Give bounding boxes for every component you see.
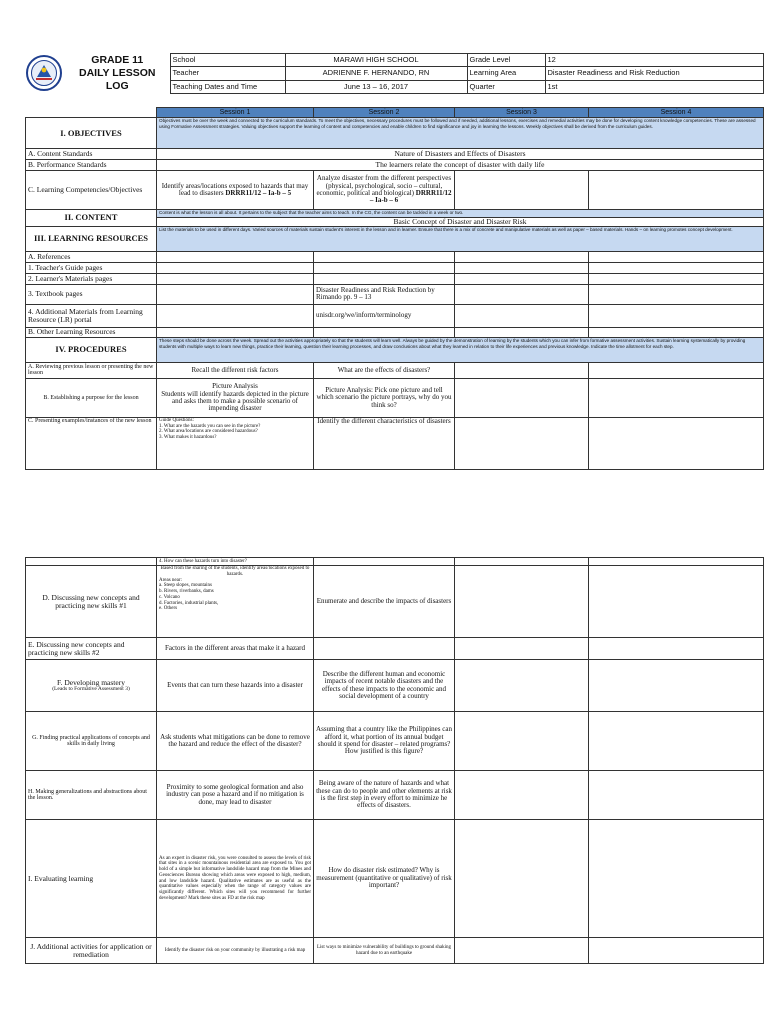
procedure-i-session-1: As an expert in disaster risk, you were consulted to assess the levels of risk that sites in a scenic mountainous residential area are exposed to. You got hold of a simple but informative landslide hazard map from the Mines and Geosciences Bureau showing which areas were exposed to high, medium, and low landslide hazard. Qualitative estimates are as useful as the quantitative values especially when the range of category values are significantly different. Which sites will you recommend for further development? Mark these sites as FD at the risk map xyxy=(157,820,314,938)
dates-label: Teaching Dates and Time xyxy=(170,80,285,93)
procedure-d-session-1 xyxy=(157,566,314,638)
teacher-label: Teacher xyxy=(170,67,285,80)
procedure-b-label: B. Establishing a purpose for the lesson xyxy=(26,378,157,417)
procedure-b-session-2: Picture Analysis: Pick one picture and tell which scenario the picture portrays, why do you think so? xyxy=(314,378,455,417)
content-standards-value: Nature of Disasters and Effects of Disasters xyxy=(157,149,764,160)
school-label: School xyxy=(170,54,285,67)
content-standards-label: A. Content Standards xyxy=(26,149,157,160)
procedure-f-session-1: Events that can turn these hazards into a disaster xyxy=(157,660,314,712)
procedure-f-sublabel: (Leads to Formative Assessment 3) xyxy=(52,685,130,692)
procedure-g-label: G. Finding practical applications of concepts and skills in daily living xyxy=(26,712,157,771)
grade-level-label: Grade Level xyxy=(467,54,545,67)
competency-session-4 xyxy=(589,171,764,210)
procedure-h-label: H. Making generalizations and abstractions about the lesson. xyxy=(26,771,157,820)
procedure-d-line-7: e. Others xyxy=(159,606,178,612)
procedures-note: These steps should be done across the week. Spread out the activities appropriately so that the students will learn well. Always be guided by the demonstration of learning by the students which you can infer from formative assessment activities. Sustain learning systematically by providing students with multiple ways to learn new things, practice their learning, question their learning processes, and draw conclusions about what they learned in relation to their life experiences and previous knowledge. Indicate the time allotment for each step. xyxy=(157,337,764,362)
grade-level-value: 12 xyxy=(545,54,763,67)
procedure-c-line-4: 3. What makes it hazardous? xyxy=(159,435,217,441)
lesson-log-table xyxy=(25,107,764,470)
content-title: II. CONTENT xyxy=(26,210,157,227)
competency-2-code: DRRR11/12 – Ia-b – 6 xyxy=(369,189,452,205)
header-table xyxy=(25,53,764,94)
performance-standards-value: The learners relate the concept of disaster with daily life xyxy=(157,160,764,171)
competency-session-2 xyxy=(314,171,455,210)
additional-materials-value: unisdr.org/we/inform/terminology xyxy=(314,304,455,327)
procedure-g-session-2: Assuming that a country like the Philippines can afford it, what portion of its annual budget should it spend for disaster – related programs? How justified is this figure? xyxy=(314,712,455,771)
procedure-b-session-1-title: Picture Analysis xyxy=(212,382,258,391)
competency-session-1 xyxy=(157,171,314,210)
quarter-value: 1st xyxy=(545,80,763,93)
procedure-a-session-2: What are the effects of disasters? xyxy=(314,362,455,378)
dates-value: June 13 – 16, 2017 xyxy=(285,80,467,93)
grade-title: GRADE 11 xyxy=(91,53,144,66)
learning-area-label: Learning Area xyxy=(467,67,545,80)
procedure-b-session-1-body: Students will identify hazards depicted in the picture and asks them to make a possible scenario of impending disaster xyxy=(161,389,309,413)
procedure-e-session-1: Factors in the different areas that make it a hazard xyxy=(157,638,314,660)
references-label: A. References xyxy=(26,251,157,262)
procedure-e-label: E. Discussing new concepts and practicing new skills #2 xyxy=(26,638,157,660)
procedure-g-session-1: Ask students what mitigations can be done to remove the hazard and reduce the effect of the disaster? xyxy=(157,712,314,771)
log-title: DAILY LESSON LOG xyxy=(79,66,156,92)
teacher-value: ADRIENNE F. HERNANDO, RN xyxy=(285,67,467,80)
competency-session-3 xyxy=(455,171,589,210)
procedure-d-line-5: c. Volcano xyxy=(159,594,180,600)
procedure-d-line-1: Based from the sharing of the students, identify areas/locations exposed to hazards. xyxy=(160,566,310,577)
additional-materials-label: 4. Additional Materials from Learning Resource (LR) portal xyxy=(26,304,157,327)
procedure-c-line-3: 2. What area/locations are considered hazardous? xyxy=(159,429,258,435)
competency-1-code: DRRR11/12 – Ia-b – 5 xyxy=(225,189,292,197)
textbook-label: 3. Textbook pages xyxy=(26,284,157,304)
deped-seal xyxy=(25,54,65,94)
procedures-title: IV. PROCEDURES xyxy=(26,337,157,362)
procedure-h-session-1: Proximity to some geological formation and also industry can pose a hazard and if no mitigation is done, may lead to disaster xyxy=(157,771,314,820)
procedure-h-session-2: Being aware of the nature of hazards and what these can do to people and other elements at risk is the first step in every effort to minimize he effects of disasters. xyxy=(314,771,455,820)
procedure-i-session-2: How do disaster risk estimated? Why is measurement (quantitative or qualitative) of risk important? xyxy=(314,820,455,938)
learning-area-value: Disaster Readiness and Risk Reduction xyxy=(545,67,763,80)
procedure-c-session-2: Identify the different characteristics of disasters xyxy=(314,417,455,469)
procedure-j-label: J. Additional activities for application or remediation xyxy=(26,938,157,964)
learners-materials-label: 2. Learner's Materials pages xyxy=(26,273,157,284)
procedure-d-line-3: a. Steep slopes, mountains xyxy=(159,583,212,589)
title-block xyxy=(65,54,170,94)
session-1-header: Session 1 xyxy=(157,108,314,118)
session-4-header: Session 4 xyxy=(589,108,764,118)
procedure-d-line-2: Areas near: xyxy=(159,577,182,583)
deped-seal-icon xyxy=(25,54,63,92)
continued-question-4: 4. How can these hazards turn into disaster? xyxy=(157,558,314,566)
school-value: MARAWI HIGH SCHOOL xyxy=(285,54,467,67)
procedure-d-line-6: d. Factories, industrial plants, xyxy=(159,600,219,606)
procedure-f-label: F. Developing mastery xyxy=(57,677,125,687)
objectives-note: Objectives must be over the week and connected to the curriculum standards. To meet the objectives, necessary procedures must be followed and if needed, additional lessons, exercises and remedial activities may be done for developing content knowledge competencies. These are assessed using Formative Assessment strategies. Valuing objectives support the learning of content and competencies and enable children to find significance and joy in learning the lessons. Weekly objectives shall be derived from the curriculum guides. xyxy=(157,118,764,149)
procedure-f-cell xyxy=(26,660,157,712)
procedure-a-session-1: Recall the different risk factors xyxy=(157,362,314,378)
procedure-j-session-1: Identify the disaster risk on your community by illustrating a risk map xyxy=(157,938,314,964)
content-note: Content is what the lesson is all about. It pertains to the subject that the teacher aims to teach. In the CG, the content can be tackled in a week or two. xyxy=(157,210,764,218)
resources-title: III. LEARNING RESOURCES xyxy=(26,226,157,251)
other-resources-label: B. Other Learning Resources xyxy=(26,327,157,337)
procedure-c-line-2: 1. What are the hazards you can see in the picture? xyxy=(159,423,261,429)
procedure-c-label: C. Presenting examples/instances of the new lesson xyxy=(26,417,157,469)
lesson-log-table-continued xyxy=(25,557,764,964)
competency-1-text: Identify areas/locations exposed to hazards that may lead to disasters xyxy=(161,181,309,197)
content-value: Basic Concept of Disaster and Disaster Risk xyxy=(157,218,764,227)
session-2-header: Session 2 xyxy=(314,108,455,118)
procedure-a-label: A. Reviewing previous lesson or presenting the new lesson xyxy=(26,362,157,378)
procedure-b-session-1 xyxy=(157,378,314,417)
resources-note: List the materials to be used in different days. Varied sources of materials sustain student's interest in the lesson and in learner. Ensure that there is a mix of concrete and manipulative materials as well as paper – based materials. Hands – on learning promotes concept development. xyxy=(157,226,764,251)
competencies-label: C. Learning Competencies/Objectives xyxy=(26,171,157,210)
teachers-guide-label: 1. Teacher's Guide pages xyxy=(26,262,157,273)
quarter-label: Quarter xyxy=(467,80,545,93)
performance-standards-label: B. Performance Standards xyxy=(26,160,157,171)
procedure-i-label: I. Evaluating learning xyxy=(26,820,157,938)
procedure-d-line-4: b. Rivers, riverbanks, dams xyxy=(159,589,214,594)
procedure-j-session-2: List ways to minimize vulnerability of buildings to ground shaking hazard due to an earthquake xyxy=(314,938,455,964)
procedure-d-session-2: Enumerate and describe the impacts of disasters xyxy=(314,566,455,638)
objectives-title: I. OBJECTIVES xyxy=(26,118,157,149)
procedure-f-session-2: Describe the different human and economic impacts of recent notable disasters and the effects of these impacts to the economic and social development of a country xyxy=(314,660,455,712)
procedure-c-session-1 xyxy=(157,417,314,469)
procedure-c-line-1: Guide Questions: xyxy=(159,417,194,423)
competency-2-text: Analyze disaster from the different perspectives (physical, psychological, socio – cultural, economic, political and biological) xyxy=(316,174,452,197)
textbook-value: Disaster Readiness and Risk Reduction by Rimando pp. 9 – 13 xyxy=(314,284,455,304)
session-3-header: Session 3 xyxy=(455,108,589,118)
procedure-d-label: D. Discussing new concepts and practicing new skills #1 xyxy=(26,566,157,638)
